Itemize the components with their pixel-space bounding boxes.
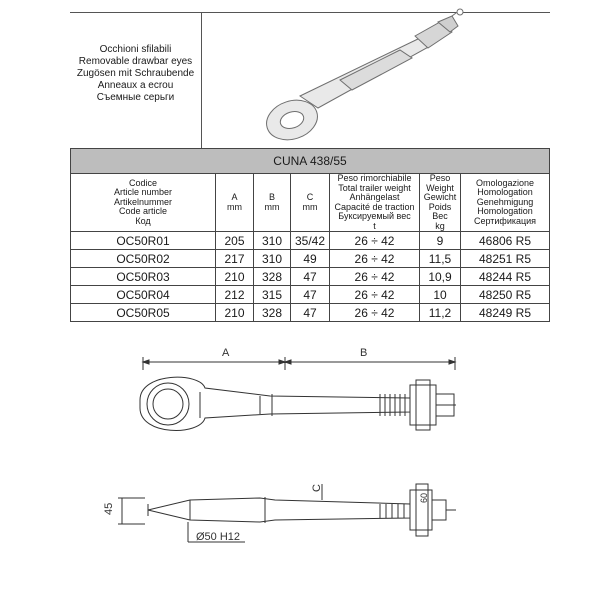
header-load-unit: t: [373, 220, 376, 231]
header-homologation-de: Genehmigung: [476, 196, 534, 207]
title-column: [70, 13, 202, 149]
dim-a-label: A: [222, 347, 230, 359]
header-code: [71, 174, 216, 232]
dimension-ab: [143, 357, 455, 370]
cell-code: OC50R05: [71, 304, 216, 322]
header-load-fr: Capacité de traction: [334, 201, 415, 212]
header-c-unit: mm: [302, 201, 318, 212]
title-fr: Anneaux a ecrou: [97, 80, 174, 91]
table-row: [71, 304, 550, 322]
cell-load: 26 ÷ 42: [330, 232, 420, 250]
header-code-it: Codice: [128, 177, 157, 188]
header-a-label: A: [231, 192, 238, 202]
title-ru: Съемные серьги: [96, 92, 175, 103]
product-illustration: [190, 0, 550, 148]
cell-homologation: 48251 R5: [461, 250, 550, 268]
cell-code: OC50R04: [71, 286, 216, 304]
cell-code: OC50R02: [71, 250, 216, 268]
cell-b: 328: [254, 268, 291, 286]
header-weight-en: Weight: [426, 182, 454, 193]
dim-b-label: B: [360, 347, 368, 359]
header-weight-de: Gewicht: [423, 192, 457, 202]
header-code-de: Artikelnummer: [113, 196, 172, 207]
header-c-label: C: [306, 192, 314, 202]
header-load: [330, 174, 420, 232]
header-a: [216, 174, 254, 232]
cell-b: 328: [254, 304, 291, 322]
cell-code: OC50R03: [71, 268, 216, 286]
top-view: [140, 377, 456, 430]
title-en: Removable drawbar eyes: [78, 56, 193, 67]
cell-homologation: 48249 R5: [461, 304, 550, 322]
title-de: Zugösen mit Schraubende: [76, 68, 195, 79]
column-headers: [71, 174, 550, 232]
table-row: [71, 286, 550, 304]
cell-weight: 10: [420, 286, 461, 304]
cell-b: 315: [254, 286, 291, 304]
cell-homologation: 48250 R5: [461, 286, 550, 304]
header-code-fr: Code article: [118, 206, 168, 217]
header-b: [254, 174, 291, 232]
cell-a: 210: [216, 304, 254, 322]
header-homologation-ru: Сертификация: [473, 215, 537, 226]
product-titles: [70, 44, 201, 104]
cell-weight: 9: [420, 232, 461, 250]
cell-homologation: 46806 R5: [461, 232, 550, 250]
thread-label: 60: [419, 492, 429, 503]
header-weight: [420, 174, 461, 232]
side-view: [118, 484, 456, 542]
cell-c: 49: [291, 250, 330, 268]
title-it: Occhioni sfilabili: [99, 44, 172, 55]
header-weight-fr: Poids: [428, 201, 452, 212]
cell-c: 47: [291, 268, 330, 286]
header-weight-ru: Вес: [432, 211, 448, 221]
cell-weight: 11,5: [420, 250, 461, 268]
cell-load: 26 ÷ 42: [330, 286, 420, 304]
header-homologation-en: Homologation: [477, 187, 533, 198]
specs-table: [70, 148, 550, 322]
header-code-ru: Код: [135, 215, 151, 226]
cell-a: 205: [216, 232, 254, 250]
header-a-unit: mm: [227, 201, 242, 212]
header-load-it: Peso rimorchiabile: [337, 173, 412, 183]
dim-45-label: 45: [103, 502, 115, 515]
header-b-label: B: [268, 192, 275, 202]
header-weight-unit: kg: [435, 220, 445, 231]
table-row: [71, 232, 550, 250]
cell-homologation: 48244 R5: [461, 268, 550, 286]
header-code-en: Article number: [113, 187, 173, 198]
header-load-de: Anhängelast: [349, 192, 400, 202]
cell-a: 210: [216, 268, 254, 286]
header-load-en: Total trailer weight: [338, 182, 411, 193]
header-b-unit: mm: [264, 201, 280, 212]
cell-load: 26 ÷ 42: [330, 304, 420, 322]
header-homologation-it: Omologazione: [475, 177, 535, 188]
cell-c: 47: [291, 304, 330, 322]
bore-label: Ø50 H12: [196, 531, 241, 543]
table-row: [71, 250, 550, 268]
cell-load: 26 ÷ 42: [330, 268, 420, 286]
cell-load: 26 ÷ 42: [330, 250, 420, 268]
technical-drawing: [0, 336, 600, 600]
cell-c: 47: [291, 286, 330, 304]
standard-header: CUNA 438/55: [71, 149, 550, 174]
cell-c: 35/42: [291, 232, 330, 250]
dim-c-label: C: [311, 484, 323, 492]
cell-a: 217: [216, 250, 254, 268]
header-homologation-fr: Homologation: [477, 206, 533, 217]
cell-code: OC50R01: [71, 232, 216, 250]
cell-weight: 10,9: [420, 268, 461, 286]
header-load-ru: Буксируемый вес: [338, 211, 411, 221]
header-c: [291, 174, 330, 232]
header-homologation: [461, 174, 550, 232]
cell-a: 212: [216, 286, 254, 304]
cell-b: 310: [254, 250, 291, 268]
table-row: [71, 268, 550, 286]
cell-weight: 11,2: [420, 304, 461, 322]
cell-b: 310: [254, 232, 291, 250]
header-weight-it: Peso: [429, 173, 451, 183]
